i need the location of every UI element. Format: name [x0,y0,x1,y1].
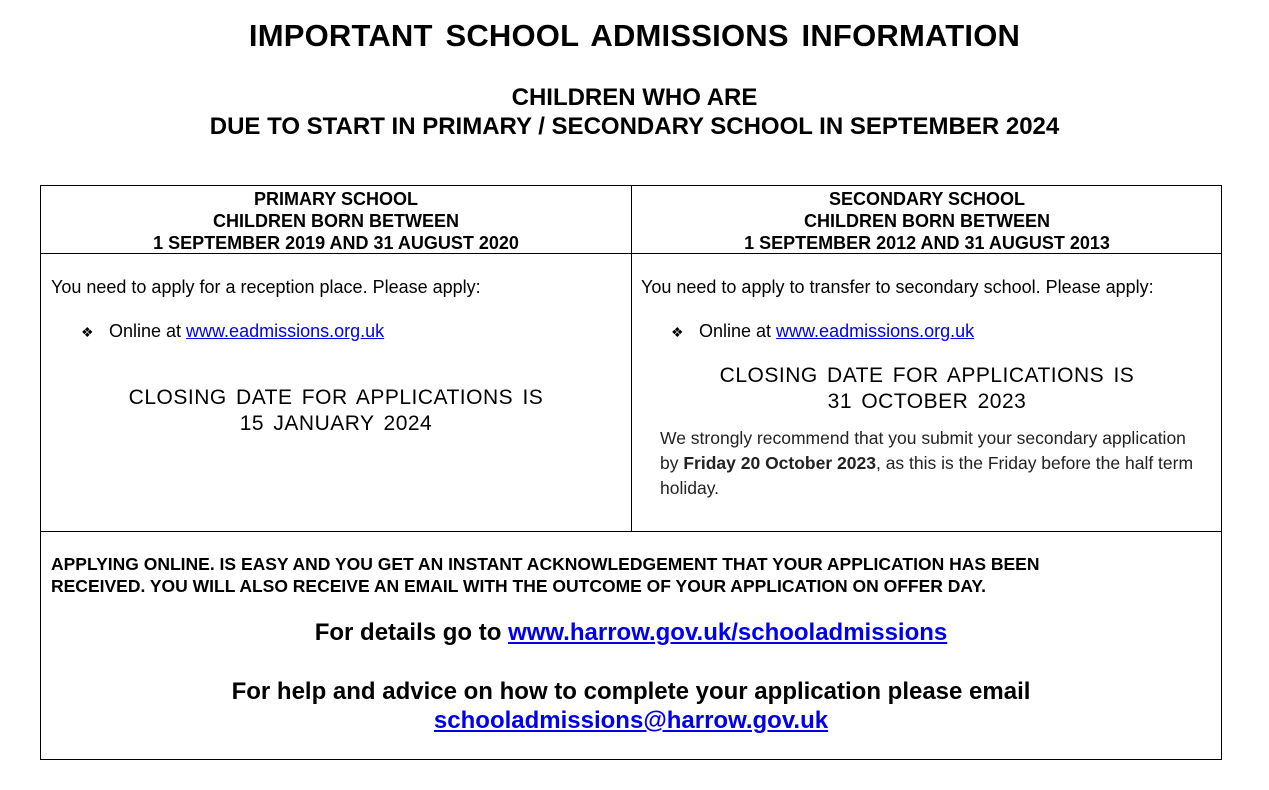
subtitle-line-1: CHILDREN WHO ARE [511,84,758,111]
secondary-heading-line-2: CHILDREN BORN BETWEEN [804,211,1050,231]
online-note-line-2: RECEIVED. YOU WILL ALSO RECEIVE AN EMAIL WITH THE OUTCOME OF YOUR APPLICATION ON OFFER DAY. [51,576,987,596]
primary-closing-date [41,385,631,437]
secondary-heading-line-3: 1 SEPTEMBER 2012 AND 31 AUGUST 2013 [744,233,1110,253]
secondary-closing-line-1: CLOSING DATE FOR APPLICATIONS IS [719,364,1135,387]
primary-intro: You need to apply for a reception place. Please apply: [51,277,481,297]
recommendation-date: Friday 20 October 2023 [683,453,876,473]
secondary-bullet [671,320,974,343]
admissions-table [40,185,1222,760]
primary-heading-line-2: CHILDREN BORN BETWEEN [213,211,459,231]
secondary-closing-date [632,363,1222,415]
secondary-heading-line-1: SECONDARY SCHOOL [828,189,1026,209]
help-section [41,677,1221,735]
primary-bullet-prefix: Online at [109,321,187,341]
diamond-bullet-icon: ❖ [671,324,684,340]
recommendation-text-end: , as this is the Friday before the half term holiday. [660,453,1194,498]
footer-divider [41,531,1221,532]
secondary-bullet-prefix: Online at [699,321,777,341]
primary-eadmissions-link[interactable]: www.eadmissions.org.uk [186,321,385,341]
subtitle-line-2: DUE TO START IN PRIMARY / SECONDARY SCHOOL IN SEPTEMBER 2024 [209,113,1060,140]
online-note-line-1: APPLYING ONLINE. IS EASY AND YOU GET AN INSTANT ACKNOWLEDGEMENT THAT YOUR APPLICATION HAS BEEN [51,554,1040,574]
online-application-note [51,553,1216,597]
secondary-heading [632,188,1222,254]
details-prefix: For details go to [314,619,509,646]
help-text: For help and advice on how to complete your application please email [231,678,1031,705]
diamond-bullet-icon: ❖ [81,324,94,340]
secondary-recommendation [660,426,1200,501]
primary-heading-line-3: 1 SEPTEMBER 2019 AND 31 AUGUST 2020 [153,233,519,253]
primary-bullet [81,320,384,343]
secondary-intro: You need to apply to transfer to secondary school. Please apply: [641,277,1154,297]
details-line [41,618,1221,648]
primary-heading-line-1: PRIMARY SCHOOL [253,189,418,209]
admissions-email-link[interactable]: schooladmissions@harrow.gov.uk [433,707,829,734]
primary-heading [41,188,631,254]
primary-closing-line-2: 15 JANUARY 2024 [239,412,433,435]
page-title: IMPORTANT SCHOOL ADMISSIONS INFORMATION [248,18,1021,53]
recommendation-text-start: We strongly recommend that you submit your secondary application by [660,428,1186,473]
secondary-eadmissions-link[interactable]: www.eadmissions.org.uk [776,321,975,341]
primary-closing-line-1: CLOSING DATE FOR APPLICATIONS IS [128,386,544,409]
page-subtitle [0,83,1269,141]
secondary-closing-line-2: 31 OCTOBER 2023 [827,390,1027,413]
harrow-admissions-link[interactable]: www.harrow.gov.uk/schooladmissions [508,619,948,646]
